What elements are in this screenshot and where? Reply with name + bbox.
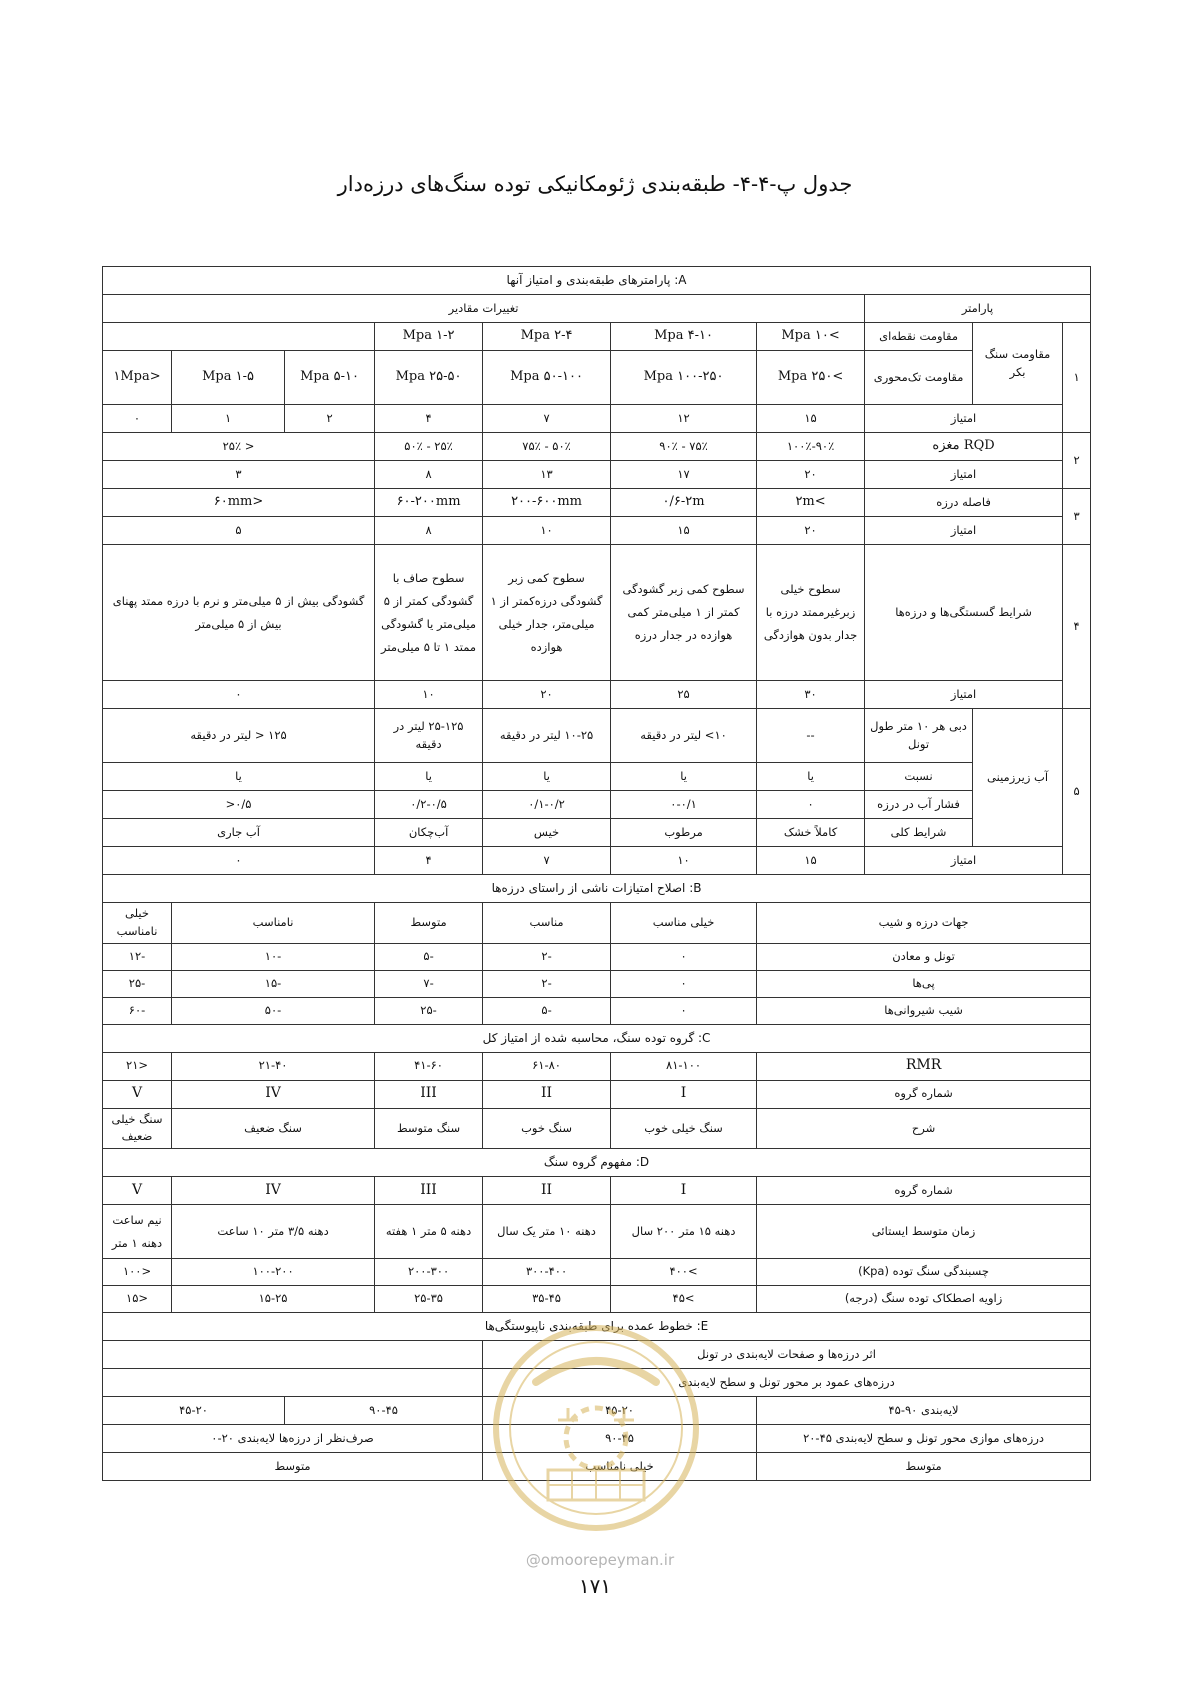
standup-time-value: دهنه ۳/۵ متر ۱۰ ساعت bbox=[172, 1205, 375, 1259]
empty-cell bbox=[103, 1341, 483, 1369]
orientation-header: نامناسب bbox=[172, 903, 375, 944]
rmr-range: ۴۱-۶۰ bbox=[375, 1052, 483, 1080]
cohesion-value: >۴۰۰ bbox=[611, 1259, 757, 1286]
page-number: ۱۷۱ bbox=[578, 1574, 612, 1598]
score-value: ۲۰ bbox=[757, 517, 865, 545]
rmr-range: <۲۱ bbox=[103, 1052, 172, 1080]
description-value: سنگ خیلی ضعیف bbox=[103, 1108, 172, 1149]
score-value: ۳ bbox=[103, 461, 375, 489]
param-5-number: ۵ bbox=[1063, 709, 1091, 875]
spacing-label: فاصله درزه bbox=[865, 489, 1063, 517]
adjustment-value: -۲۵ bbox=[103, 970, 172, 997]
adjustment-value: -۲ bbox=[483, 943, 611, 970]
ratio-value: یا bbox=[375, 763, 483, 791]
score-value: ۱۷ bbox=[611, 461, 757, 489]
dip-range: لایه‌بندی ۹۰-۴۵ bbox=[757, 1397, 1091, 1425]
standup-time-value: دهنه ۱۰ متر یک سال bbox=[483, 1205, 611, 1259]
adjustment-value: -۲۵ bbox=[375, 997, 483, 1024]
group-number: I bbox=[611, 1177, 757, 1205]
rqd-label: RQD مغزه bbox=[865, 433, 1063, 461]
empty-cell bbox=[103, 1369, 483, 1397]
adjustment-value: ۰ bbox=[611, 970, 757, 997]
group-number: III bbox=[375, 1177, 483, 1205]
score-value: ۱۵ bbox=[757, 847, 865, 875]
score-value: ۰ bbox=[103, 405, 172, 433]
ucs-value: >۲۵۰ Mpa bbox=[757, 351, 865, 405]
adjustment-value: ۰ bbox=[611, 943, 757, 970]
point-load-value: ۴-۱۰ Mpa bbox=[611, 323, 757, 351]
perpendicular-joints-row: درزه‌های عمود بر محور تونل و سطح لایه‌بندی bbox=[483, 1369, 1091, 1397]
param-1-name: مقاومت سنگ بکر bbox=[973, 323, 1063, 405]
dip-range: ۴۵-۲۰ bbox=[483, 1397, 757, 1425]
group-number: I bbox=[611, 1080, 757, 1108]
ucs-value: <۱Mpa bbox=[103, 351, 172, 405]
dip-range: ۹۰-۴۵ bbox=[285, 1397, 483, 1425]
score-value: ۱۲ bbox=[611, 405, 757, 433]
param-3-number: ۳ bbox=[1063, 489, 1091, 545]
pressure-value: ۰/۲-۰/۵ bbox=[375, 791, 483, 819]
friction-angle-value: ۱۵-۲۵ bbox=[172, 1286, 375, 1313]
point-load-empty bbox=[103, 323, 375, 351]
point-load-value: ۱-۲ Mpa bbox=[375, 323, 483, 351]
section-c-title: C: گروه توده سنگ، محاسبه شده از امتیاز کل bbox=[103, 1024, 1091, 1052]
rqd-value: ۵۰٪ - ۷۵٪ bbox=[483, 433, 611, 461]
adjustment-value: -۵ bbox=[375, 943, 483, 970]
group-number: II bbox=[483, 1177, 611, 1205]
discontinuity-value: سطوح کمی زبر گشودگی کمتر از ۱ میلی‌متر کمی هوازده در جدار درزه bbox=[611, 545, 757, 681]
group-number: IV bbox=[172, 1080, 375, 1108]
adjustment-row-label: پی‌ها bbox=[757, 970, 1091, 997]
discontinuity-value: سطوح کمی زبر گشودگی درزه‌کمتر از ۱ میلی‌متر، جدار خیلی هوازده bbox=[483, 545, 611, 681]
table-title: جدول پ-۴-۴- طبقه‌بندی ژئومکانیکی توده سنگ‌های درزه‌دار bbox=[337, 172, 853, 196]
param-1-number: ۱ bbox=[1063, 323, 1091, 433]
spacing-value: ۲۰۰-۶۰۰mm bbox=[483, 489, 611, 517]
group-number: III bbox=[375, 1080, 483, 1108]
score-value: ۲۰ bbox=[483, 681, 611, 709]
score-value: ۴ bbox=[375, 847, 483, 875]
section-a-title: A: پارامترهای طبقه‌بندی و امتیاز آنها bbox=[103, 267, 1091, 295]
parallel-joints-row: درزه‌های موازی محور تونل و سطح لایه‌بندی ۴۵-۲۰ bbox=[757, 1425, 1091, 1453]
adjustment-value: ۰ bbox=[611, 997, 757, 1024]
rating-value: متوسط bbox=[103, 1453, 483, 1481]
pressure-value: ۰/۱-۰/۲ bbox=[483, 791, 611, 819]
rating-value: خیلی نامناسب bbox=[483, 1453, 757, 1481]
ratio-value: یا bbox=[483, 763, 611, 791]
dip-range: ۴۵-۲۰ bbox=[103, 1397, 285, 1425]
description-value: سنگ خوب bbox=[483, 1108, 611, 1149]
adjustment-value: -۱۰ bbox=[172, 943, 375, 970]
cohesion-value: <۱۰۰ bbox=[103, 1259, 172, 1286]
watermark-url: @omoorepeyman.ir bbox=[525, 1551, 675, 1569]
score-value: ۱۳ bbox=[483, 461, 611, 489]
discontinuity-value: سطوح صاف با گشودگی کمتر از ۵ میلی‌متر یا گشودگی ممتد ۱ تا ۵ میلی‌متر bbox=[375, 545, 483, 681]
standup-time-value: دهنه ۵ متر ۱ هفته bbox=[375, 1205, 483, 1259]
ucs-value: ۱-۵ Mpa bbox=[172, 351, 285, 405]
score-value: ۵ bbox=[103, 517, 375, 545]
standup-time-value: نیم ساعت دهنه ۱ متر bbox=[103, 1205, 172, 1259]
score-value: ۱۰ bbox=[611, 847, 757, 875]
group-label: شماره گروه bbox=[757, 1080, 1091, 1108]
rmr-range: ۸۱-۱۰۰ bbox=[611, 1052, 757, 1080]
orientation-header: متوسط bbox=[375, 903, 483, 944]
inflow-value: ۱۰-۲۵ لیتر در دقیقه bbox=[483, 709, 611, 763]
discontinuity-label: شرایط گسستگی‌ها و درزه‌ها bbox=[865, 545, 1063, 681]
spacing-value: <۶۰mm bbox=[103, 489, 375, 517]
standup-time-value: دهنه ۱۵ متر ۲۰۰ سال bbox=[611, 1205, 757, 1259]
rmr-classification-table bbox=[102, 266, 1091, 1481]
score-value: ۱۰ bbox=[375, 681, 483, 709]
joint-effect-row: اثر درزه‌ها و صفحات لایه‌بندی در تونل bbox=[483, 1341, 1091, 1369]
ucs-value: ۵۰-۱۰۰ Mpa bbox=[483, 351, 611, 405]
point-load-label: مقاومت نقطه‌ای bbox=[865, 323, 973, 351]
cohesion-value: ۱۰۰-۲۰۰ bbox=[172, 1259, 375, 1286]
ucs-label: مقاومت تک‌محوری bbox=[865, 351, 973, 405]
score-label: امتیاز bbox=[865, 461, 1063, 489]
friction-angle-value: >۴۵ bbox=[611, 1286, 757, 1313]
description-value: سنگ ضعیف bbox=[172, 1108, 375, 1149]
friction-angle-label: زاویه اصطکاک توده سنگ (درجه) bbox=[757, 1286, 1091, 1313]
score-value: ۳۰ bbox=[757, 681, 865, 709]
description-label: شرح bbox=[757, 1108, 1091, 1149]
cohesion-value: ۳۰۰-۴۰۰ bbox=[483, 1259, 611, 1286]
pressure-label: فشار آب در درزه bbox=[865, 791, 973, 819]
rmr-label: RMR bbox=[757, 1052, 1091, 1080]
point-load-value: >۱۰ Mpa bbox=[757, 323, 865, 351]
group-number: V bbox=[103, 1177, 172, 1205]
orientation-label: جهات درزه و شیب bbox=[757, 903, 1091, 944]
pressure-value: ۰ bbox=[757, 791, 865, 819]
cohesion-label: چسبندگی سنگ توده (Kpa) bbox=[757, 1259, 1091, 1286]
spacing-value: ۰/۶-۲m bbox=[611, 489, 757, 517]
spacing-value: ۶۰-۲۰۰mm bbox=[375, 489, 483, 517]
ucs-value: ۱۰۰-۲۵۰ Mpa bbox=[611, 351, 757, 405]
inflow-value: -- bbox=[757, 709, 865, 763]
friction-angle-value: ۲۵-۳۵ bbox=[375, 1286, 483, 1313]
ucs-value: ۵-۱۰ Mpa bbox=[285, 351, 375, 405]
score-value: ۸ bbox=[375, 517, 483, 545]
score-value: ۰ bbox=[103, 681, 375, 709]
score-value: ۸ bbox=[375, 461, 483, 489]
rqd-value: < ۲۵٪ bbox=[103, 433, 375, 461]
adjustment-value: -۷ bbox=[375, 970, 483, 997]
ratio-value: یا bbox=[103, 763, 375, 791]
orientation-header: مناسب bbox=[483, 903, 611, 944]
adjustment-value: -۶۰ bbox=[103, 997, 172, 1024]
score-label: امتیاز bbox=[865, 847, 1063, 875]
score-value: ۱ bbox=[172, 405, 285, 433]
adjustment-value: -۲ bbox=[483, 970, 611, 997]
rqd-value: ۹۰٪-۱۰۰٪ bbox=[757, 433, 865, 461]
inflow-value: ۱۲۵ < لیتر در دقیقه bbox=[103, 709, 375, 763]
condition-value: مرطوب bbox=[611, 819, 757, 847]
score-value: ۲۰ bbox=[757, 461, 865, 489]
score-value: ۰ bbox=[103, 847, 375, 875]
cohesion-value: ۲۰۰-۳۰۰ bbox=[375, 1259, 483, 1286]
rqd-value: ۲۵٪ - ۵۰٪ bbox=[375, 433, 483, 461]
groundwater-label: آب زیرزمینی bbox=[973, 709, 1063, 847]
condition-value: خیس bbox=[483, 819, 611, 847]
orientation-header: خیلی نامناسب bbox=[103, 903, 172, 944]
adjustment-row-label: تونل و معادن bbox=[757, 943, 1091, 970]
score-value: ۱۵ bbox=[757, 405, 865, 433]
score-value: ۲۵ bbox=[611, 681, 757, 709]
condition-value: آب جاری bbox=[103, 819, 375, 847]
friction-angle-value: ۳۵-۴۵ bbox=[483, 1286, 611, 1313]
score-value: ۱۰ bbox=[483, 517, 611, 545]
score-value: ۷ bbox=[483, 405, 611, 433]
group-number: V bbox=[103, 1080, 172, 1108]
discontinuity-value: گشودگی بیش از ۵ میلی‌متر و نرم با درزه ممتد پهنای بیش از ۵ میلی‌متر bbox=[103, 545, 375, 681]
group-label: شماره گروه bbox=[757, 1177, 1091, 1205]
description-value: سنگ خیلی خوب bbox=[611, 1108, 757, 1149]
adjustment-row-label: شیب شیروانی‌ها bbox=[757, 997, 1091, 1024]
condition-value: کاملاً خشک bbox=[757, 819, 865, 847]
rating-value: متوسط bbox=[757, 1453, 1091, 1481]
friction-angle-value: <۱۵ bbox=[103, 1286, 172, 1313]
inflow-label: دبی هر ۱۰ متر طول تونل bbox=[865, 709, 973, 763]
orientation-header: خیلی مناسب bbox=[611, 903, 757, 944]
param-4-number: ۴ bbox=[1063, 545, 1091, 709]
condition-value: آب‌چکان bbox=[375, 819, 483, 847]
point-load-value: ۲-۴ Mpa bbox=[483, 323, 611, 351]
section-e-title: E: خطوط عمده برای طبقه‌بندی ناپیوستگی‌ها bbox=[103, 1313, 1091, 1341]
ratio-value: یا bbox=[757, 763, 865, 791]
range-header: تغییرات مقادیر bbox=[103, 295, 865, 323]
adjustment-value: -۱۵ bbox=[172, 970, 375, 997]
group-number: IV bbox=[172, 1177, 375, 1205]
description-value: سنگ متوسط bbox=[375, 1108, 483, 1149]
section-b-title: B: اصلاح امتیازات ناشی از راستای درزه‌ها bbox=[103, 875, 1091, 903]
pressure-value: ۰-۰/۱ bbox=[611, 791, 757, 819]
dip-range: ۹۰-۴۵ bbox=[483, 1425, 757, 1453]
rqd-value: ۷۵٪ - ۹۰٪ bbox=[611, 433, 757, 461]
param-header: پارامتر bbox=[865, 295, 1091, 323]
section-d-title: D: مفهوم گروه سنگ bbox=[103, 1149, 1091, 1177]
pressure-value: ۰/۵< bbox=[103, 791, 375, 819]
param-2-number: ۲ bbox=[1063, 433, 1091, 489]
inflow-value: ۱۰> لیتر در دقیقه bbox=[611, 709, 757, 763]
ratio-label: نسبت bbox=[865, 763, 973, 791]
score-label: امتیاز bbox=[865, 681, 1063, 709]
score-label: امتیاز bbox=[865, 405, 1063, 433]
score-value: ۱۵ bbox=[611, 517, 757, 545]
group-number: II bbox=[483, 1080, 611, 1108]
standup-time-label: زمان متوسط ایستائی bbox=[757, 1205, 1091, 1259]
spacing-value: >۲m bbox=[757, 489, 865, 517]
adjustment-value: -۵ bbox=[483, 997, 611, 1024]
rmr-range: ۶۱-۸۰ bbox=[483, 1052, 611, 1080]
regardless-of-joints: صرف‌نظر از درزه‌ها لایه‌بندی ۲۰-۰ bbox=[103, 1425, 483, 1453]
discontinuity-value: سطوح خیلی زبرغیرممتد درزه با جدار بدون هوازدگی bbox=[757, 545, 865, 681]
score-value: ۲ bbox=[285, 405, 375, 433]
score-value: ۷ bbox=[483, 847, 611, 875]
adjustment-value: -۵۰ bbox=[172, 997, 375, 1024]
rmr-range: ۲۱-۴۰ bbox=[172, 1052, 375, 1080]
ratio-value: یا bbox=[611, 763, 757, 791]
adjustment-value: -۱۲ bbox=[103, 943, 172, 970]
inflow-value: ۲۵-۱۲۵ لیتر در دقیقه bbox=[375, 709, 483, 763]
score-value: ۴ bbox=[375, 405, 483, 433]
score-label: امتیاز bbox=[865, 517, 1063, 545]
condition-label: شرایط کلی bbox=[865, 819, 973, 847]
ucs-value: ۲۵-۵۰ Mpa bbox=[375, 351, 483, 405]
